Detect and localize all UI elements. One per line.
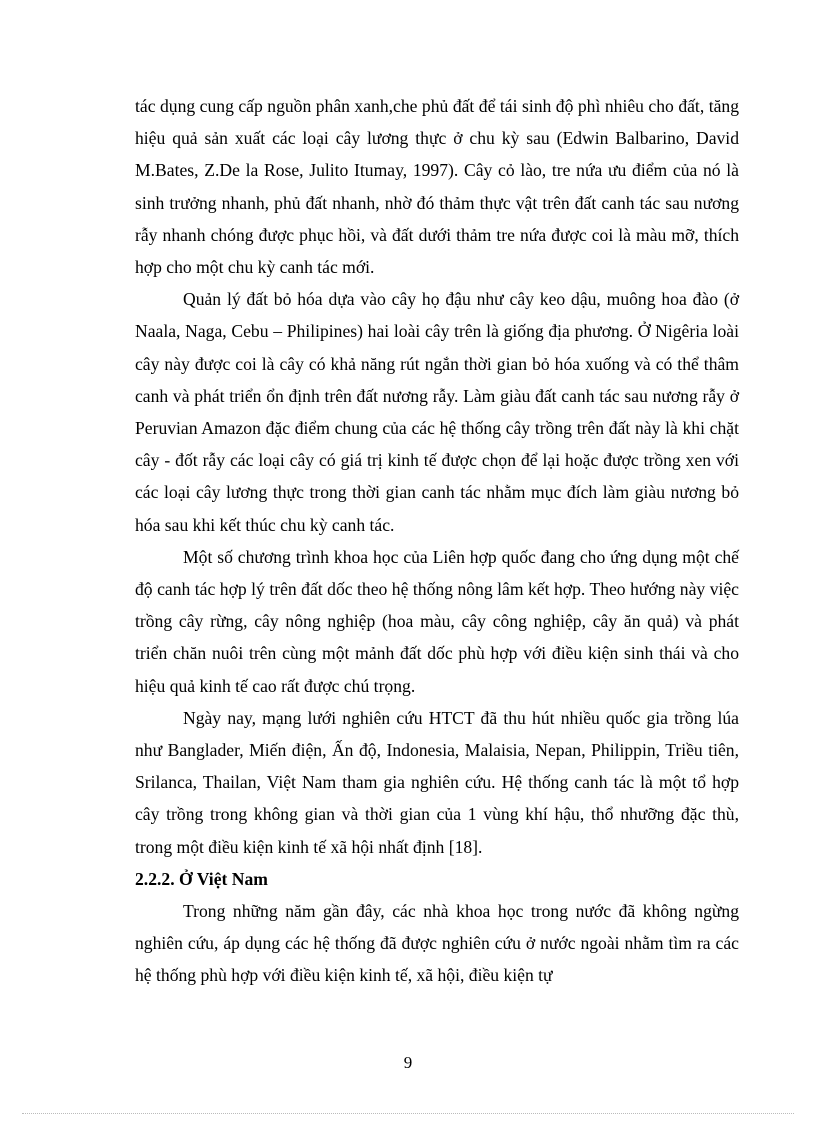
paragraph-fallow-management: Quản lý đất bỏ hóa dựa vào cây họ đậu như cây keo dậu, muông hoa đào (ở Naala, Naga, Cebu – Philipines) hai loài cây trên là giống địa phương. Ở Nigêria loài cây này được coi là cây có khả năng rút ngắn thời gian bỏ hóa xuống và có thể thâm canh và phát triển ổn định trên đất nương rẫy. Làm giàu đất canh tác sau nương rẫy ở Peruvian Amazon đặc điểm chung của các hệ thống cây trồng trên đất này là khi chặt cây - đốt rẫy các loại cây có giá trị kinh tế được chọn để lại hoặc được trồng xen với các loại cây lương thực trong thời gian canh tác nhằm mục đích làm giàu nương bỏ hóa sau khi kết thúc chu kỳ canh tác.	[135, 289, 739, 535]
page-bottom-border	[22, 1113, 794, 1114]
paragraph-un-programs: Một số chương trình khoa học của Liên hợp quốc đang cho ứng dụng một chế độ canh tác hợp lý trên đất dốc theo hệ thống nông lâm kết hợp. Theo hướng này việc trồng cây rừng, cây nông nghiệp (hoa màu, cây công nghiệp, cây ăn quả) và phát triển chăn nuôi trên cùng một mảnh đất dốc phù hợp với điều kiện sinh thái và cho hiệu quả kinh tế cao rất được chú trọng.	[135, 546, 739, 696]
paragraph-vietnam: Trong những năm gần đây, các nhà khoa học trong nước đã không ngừng nghiên cứu, áp dụng các hệ thống đã được nghiên cứu ở nước ngoài nhằm tìm ra các hệ thống phù hợp với điều kiện kinh tế, xã hội, điều kiện tự	[135, 901, 739, 986]
paragraph-htct-network: Ngày nay, mạng lưới nghiên cứu HTCT đã thu hút nhiều quốc gia trồng lúa như Banglader, Miến điện, Ấn độ, Indonesia, Malaisia, Nepan, Philippin, Triều tiên, Srilanca, Thailan, Việt Nam tham gia nghiên cứu. Hệ thống canh tác là một tổ hợp cây trồng trong không gian và thời gian của 1 vùng khí hậu, thổ nhưỡng đặc thù, trong một điều kiện kinh tế xã hội nhất định [18].	[135, 707, 739, 857]
section-heading: 2.2.2. Ở Việt Nam	[135, 868, 268, 889]
paragraph-continued: tác dụng cung cấp nguồn phân xanh,che phủ đất để tái sinh độ phì nhiêu cho đất, tăng hiệu quả sản xuất các loại cây lương thực ở chu kỳ sau (Edwin Balbarino, David M.Bates, Z.De la Rose, Julito Itumay, 1997). Cây cỏ lào, tre nứa ưu điểm của nó là sinh trưởng nhanh, phủ đất nhanh, nhờ đó thảm thực vật trên đất canh tác sau nương rẫy nhanh chóng được phục hồi, và đất dưới thảm tre nứa được coi là màu mỡ, thích hợp cho một chu kỳ canh tác mới.	[135, 96, 739, 278]
page-body	[135, 90, 739, 992]
page-number: 9	[403, 1053, 413, 1072]
